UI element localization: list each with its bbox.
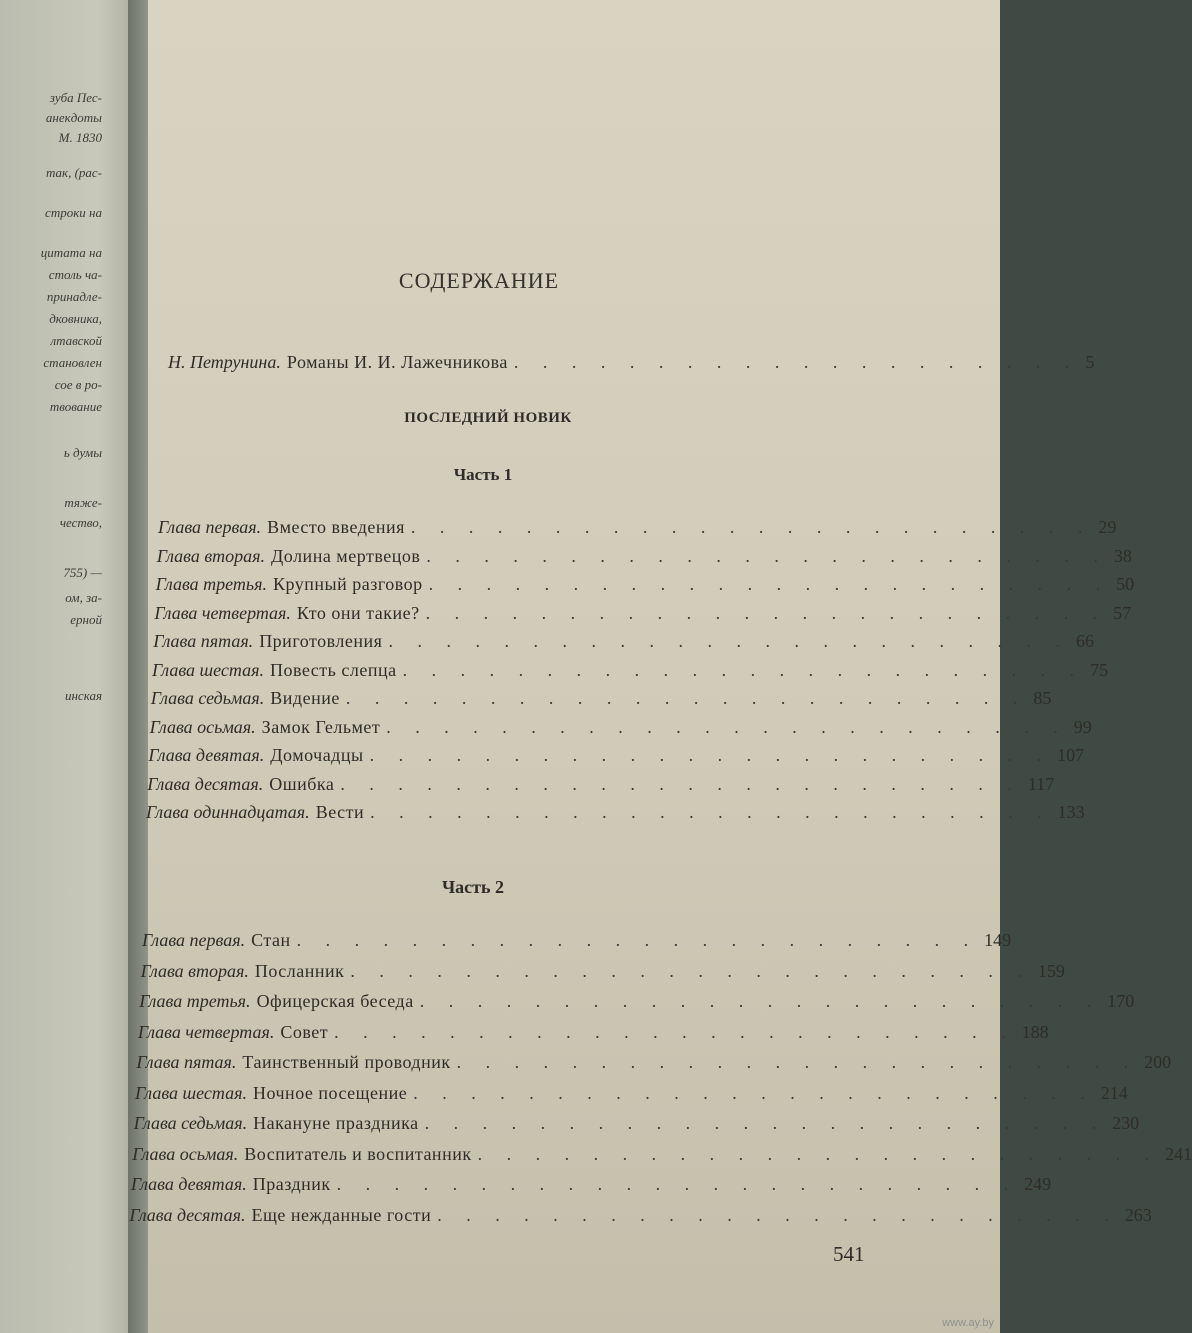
left-page-line: анекдоты [45,110,102,125]
left-page-line: дковника, [49,311,102,326]
contents-title: СОДЕРЖАНИЕ [398,268,560,293]
chapter-number: Глава шестая. [152,659,264,680]
left-page [0,0,140,1333]
chapter-page: 29 [1098,517,1117,537]
leader-dots: . . . . . . . . . . . . . . . . . . . . . . . . [350,960,1032,981]
leader-dots: . . . . . . . . . . . . . . . . . . . . . . . . [386,716,1068,737]
chapter-page: 99 [1073,716,1092,737]
leader-dots: . . . . . . . . . . . . . . . . . . . . . . . . [437,1204,1119,1225]
left-page-line: лтавской [50,333,102,348]
chapter-page: 66 [1075,631,1094,651]
chapter-page: 249 [1024,1174,1052,1194]
leader-dots: . . . . . . . . . . . . . . . . . . . . . . . . [296,930,979,950]
chapter-entry [154,602,1132,629]
chapter-entry [146,802,1085,828]
chapter-page: 170 [1107,991,1135,1011]
left-page-line: сое в ро- [54,377,102,392]
chapter-number: Глава седьмая. [133,1113,248,1133]
chapter-number: Глава первая. [142,930,246,950]
chapter-title: Повесть слепца [269,659,397,680]
chapter-number: Глава пятая. [153,631,254,651]
chapter-number: Глава третья. [139,991,251,1011]
chapter-page: 117 [1027,773,1055,794]
chapter-number: Глава девятая. [148,745,265,765]
left-page-line: 755) — [63,565,102,580]
intro-page: 5 [1085,352,1095,372]
chapter-page: 57 [1113,602,1132,623]
chapter-entry [137,1021,1049,1048]
chapter-number: Глава четвертая. [154,602,291,623]
chapter-entry [132,1143,1192,1170]
left-page-line: инская [64,688,102,703]
leader-dots: . . . . . . . . . . . . . . . . . . . . . . . . [428,574,1111,594]
left-page-line: цитата на [40,245,102,260]
leader-dots: . . . . . . . . . . . . . . . . . . . . [513,352,1080,372]
chapter-title: Домочадцы [270,745,364,765]
chapter-page: 200 [1144,1052,1172,1072]
chapter-page: 133 [1057,802,1085,822]
chapter-title: Кто они такие? [296,602,420,623]
left-page-line: тяже- [64,495,102,510]
chapter-entry [149,716,1092,743]
left-page-line: ь думы [63,445,102,460]
chapter-entry [156,545,1132,572]
chapter-page: 85 [1033,688,1052,708]
chapter-entry [136,1052,1172,1078]
chapter-title: Воспитатель и воспитанник [244,1143,472,1164]
part-heading: Часть 1 [453,465,513,484]
chapter-title: Ошибка [269,773,335,794]
leader-dots: . . . . . . . . . . . . . . . . . . . . . . . . [402,659,1085,680]
chapter-entry [158,517,1117,543]
page-number: 541 [833,1242,865,1266]
left-page-line: М. 1830 [58,130,102,145]
chapter-title: Вести [315,802,365,822]
chapter-entry [155,574,1135,600]
chapter-title: Совет [280,1021,329,1042]
novel-title: ПОСЛЕДНИЙ НОВИК [404,410,572,426]
chapter-entry [152,659,1109,686]
contents-page [129,0,1192,1333]
chapter-entry [139,991,1135,1017]
intro-entry [168,352,1095,378]
chapter-title: Ночное посещение [252,1082,408,1103]
chapter-number: Глава вторая. [140,960,249,981]
intro-author: Н. Петрунина. [168,352,281,372]
chapter-title: Еще нежданные гости [251,1204,432,1225]
leader-dots: . . . . . . . . . . . . . . . . . . . . . . . . [334,1021,1016,1042]
chapter-page: 188 [1021,1021,1049,1042]
chapter-entry [148,745,1085,771]
watermark: www.ay.by [942,1317,994,1329]
chapter-number: Глава девятая. [130,1174,247,1194]
left-page-line: ом, за- [65,590,102,605]
chapter-page: 241 [1165,1143,1192,1164]
chapter-title: Крупный разговор [272,574,423,594]
chapter-title: Замок Гельмет [261,716,381,737]
chapter-title: Долина мертвецов [271,545,421,566]
leader-dots: . . . . . . . . . . . . . . . . . . . . . . . . [370,802,1052,822]
chapter-title: Накануне праздника [253,1113,419,1133]
chapter-page: 159 [1037,960,1065,981]
chapter-number: Глава четвертая. [137,1021,275,1042]
left-page-line: так, (рас- [45,165,102,180]
chapter-number: Глава десятая. [129,1204,246,1225]
left-page-line: чество, [59,515,102,530]
chapter-page: 107 [1057,745,1085,765]
intro-title: Романы И. И. Лажечникова [286,352,508,372]
part-heading: Часть 2 [441,877,505,897]
chapter-number: Глава одиннадцатая. [146,802,310,822]
chapter-entry [129,1204,1152,1231]
chapter-number: Глава осьмая. [132,1143,239,1164]
chapter-number: Глава первая. [158,517,262,537]
left-page-line: ерной [70,612,102,627]
leader-dots: . . . . . . . . . . . . . . . . . . . . . . . . [340,773,1022,794]
chapter-page: 75 [1090,659,1109,680]
chapter-number: Глава пятая. [136,1052,237,1072]
leader-dots: . . . . . . . . . . . . . . . . . . . . . . . . [456,1052,1139,1072]
chapter-number: Глава седьмая. [150,688,265,708]
leader-dots: . . . . . . . . . . . . . . . . . . . . . . . . [477,1143,1160,1164]
chapter-title: Офицерская беседа [256,991,414,1011]
leader-dots: . . . . . . . . . . . . . . . . . . . . . . . . [336,1174,1019,1194]
chapter-title: Стан [251,930,291,950]
chapter-title: Праздник [252,1174,331,1194]
chapter-title: Приготовления [259,631,383,651]
chapter-entry [130,1174,1052,1200]
chapter-entry [135,1082,1128,1109]
chapter-number: Глава вторая. [156,545,266,566]
leader-dots: . . . . . . . . . . . . . . . . . . . . . . . . [413,1082,1095,1103]
leader-dots: . . . . . . . . . . . . . . . . . . . . . . . . [426,545,1108,566]
chapter-entry [133,1113,1140,1139]
left-page-line: столь ча- [48,267,102,282]
leader-dots: . . . . . . . . . . . . . . . . . . . . . . . . [410,517,1093,537]
chapter-title: Видение [270,688,340,708]
chapter-number: Глава десятая. [147,773,264,794]
chapter-title: Вместо введения [267,517,405,537]
leader-dots: . . . . . . . . . . . . . . . . . . . . . . . . [388,631,1070,651]
chapter-number: Глава шестая. [135,1082,247,1103]
chapter-title: Таинственный проводник [242,1052,451,1072]
left-page-line: твование [49,399,102,414]
left-page-line: принадле- [46,289,102,304]
chapter-page: 149 [984,930,1012,950]
chapter-entry [142,930,1012,956]
leader-dots: . . . . . . . . . . . . . . . . . . . . . . . . [369,745,1052,765]
chapter-page: 50 [1116,574,1135,594]
chapter-entry [147,773,1055,800]
chapter-entry [140,960,1065,987]
leader-dots: . . . . . . . . . . . . . . . . . . . . . . . . [345,688,1028,708]
chapter-entry [150,688,1052,714]
chapter-page: 230 [1112,1113,1140,1133]
chapter-entry [153,631,1094,657]
left-page-line: строки на [45,205,102,220]
chapter-page: 263 [1124,1204,1152,1225]
chapter-title: Посланник [254,960,345,981]
chapter-page: 214 [1100,1082,1128,1103]
chapter-number: Глава третья. [155,574,267,594]
left-page-line: зуба Пес- [49,90,102,105]
leader-dots: . . . . . . . . . . . . . . . . . . . . . . . . [424,1113,1107,1133]
leader-dots: . . . . . . . . . . . . . . . . . . . . . . . . [419,991,1102,1011]
chapter-number: Глава осьмая. [149,716,256,737]
left-page-line: становлен [43,355,102,370]
chapter-page: 38 [1113,545,1132,566]
leader-dots: . . . . . . . . . . . . . . . . . . . . . . . . [425,602,1108,623]
